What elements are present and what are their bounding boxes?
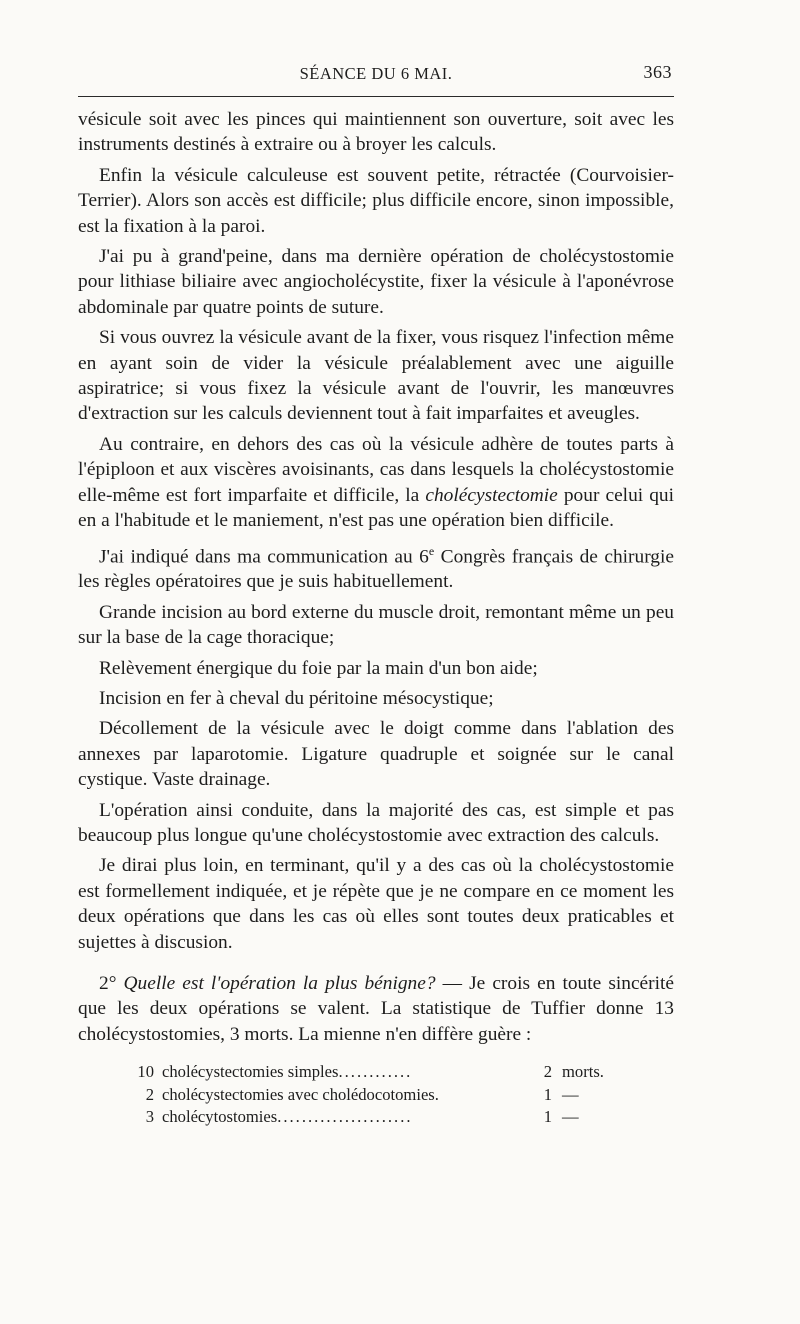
document-page [78, 60, 674, 1129]
paragraph-6 [78, 539, 674, 595]
row-description [162, 1061, 522, 1084]
row-count: 1 [543, 1107, 552, 1127]
paragraph-9: Incision en fer à cheval du péritoine mésocystique; [99, 688, 494, 709]
row-quantity: 10 [137, 1062, 154, 1082]
paragraph-11: L'opération ainsi conduite, dans la majorité des cas, est simple et pas beaucoup plus longue qu'une cholécystostomie avec extraction des calculs. [78, 799, 674, 847]
paragraph-6-text-end: Congrès français de chirurgie les règles opératoires que je suis habituellement. [78, 545, 674, 593]
row-label: cholécystectomies avec cholédocotomies. [162, 1084, 439, 1104]
page-header [78, 60, 674, 90]
page-number: 363 [643, 62, 672, 82]
paragraph-10: Décollement de la vésicule avec le doigt comme dans l'ablation des annexes par laparotomie. Ligature quadruple et soignée sur le canal cystique. Vaste drainage. [78, 718, 674, 791]
paragraph-1: vésicule soit avec les pinces qui maintiennent son ouverture, soit avec les instruments destinés à extraire ou à broyer les calculs. [78, 109, 674, 156]
row-unit: morts. [562, 1062, 604, 1082]
paragraph-2: Enfin la vésicule calculeuse est souvent petite, rétractée (Courvoisier-Terrier). Alors son accès est difficile; plus difficile encore, sinon impossible, est la fixation à la paroi. [78, 164, 674, 237]
row-label: cholécystectomies simples [162, 1062, 339, 1082]
paragraph-5-text: Au contraire, en dehors des cas où la vésicule adhère de toutes parts à l'épiploon et aux viscères avoisinants, cas dans lesquels la cholécystostomie elle-même est fort imparfaite et difficile, la [78, 433, 674, 506]
paragraph-13-text: — Je crois en toute sincérité que les deux opérations se valent. La statistique de Tuffier donne 13 cholécystostomies, 3 morts. La mienne n'en diffère guère : [78, 973, 674, 1045]
row-description [162, 1106, 522, 1129]
paragraph-8: Relèvement énergique du foie par la main d'un bon aide; [99, 657, 538, 679]
table-row [78, 1061, 674, 1084]
row-leader: ...................... [277, 1107, 413, 1127]
paragraph-12: Je dirai plus loin, en terminant, qu'il y a des cas où la cholécystostomie est formellement indiquée, et je répète que je ne compare en ce moment les deux opérations que dans les cas où elles sont toutes deux praticables et sujettes à discusion. [78, 855, 674, 953]
paragraph-5-emphasis: cholécystectomie [425, 484, 558, 506]
row-unit: — [562, 1084, 579, 1104]
row-description [162, 1084, 522, 1107]
statistics-table [78, 1061, 674, 1129]
row-label: cholécytostomies [162, 1107, 278, 1127]
running-title: SÉANCE DU 6 MAI. [299, 64, 453, 83]
row-quantity: 3 [145, 1107, 154, 1127]
paragraph-13 [78, 971, 674, 1047]
row-quantity: 2 [145, 1084, 154, 1104]
ordinal-superscript: e [428, 543, 435, 558]
row-count: 1 [543, 1084, 552, 1104]
row-unit: — [562, 1107, 579, 1127]
table-row [78, 1084, 674, 1107]
paragraph-5 [78, 432, 674, 534]
paragraph-4: Si vous ouvrez la vésicule avant de la fixer, vous risquez l'infection même en ayant soin de vider la vésicule préalablement avec une aiguille aspiratrice; si vous fixez la vésicule avant de l'ouvrir, les manœuvres d'extraction sur les calculs deviennent tout à fait imparfaites et aveugles. [78, 327, 674, 425]
paragraph-7: Grande incision au bord externe du muscle droit, remontant même un peu sur la base de la cage thoracique; [78, 601, 674, 649]
section-question: Quelle est l'opération la plus bénigne? [123, 973, 436, 995]
paragraph-5-text-end: pour celui qui en a l'habitude et le maniement, n'est pas une opération bien difficile. [78, 484, 674, 532]
paragraph-3: J'ai pu à grand'peine, dans ma dernière opération de cholécystostomie pour lithiase biliaire avec angiocholécystite, fixer la vésicule à l'aponévrose abdominale par quatre points de suture. [78, 246, 674, 318]
paragraph-6-text: J'ai indiqué dans ma communication au 6 [99, 545, 429, 567]
section-number: 2° [99, 973, 117, 995]
table-row [78, 1106, 674, 1129]
row-count: 2 [543, 1062, 552, 1082]
row-leader: ............ [338, 1062, 413, 1082]
header-rule [78, 96, 674, 97]
